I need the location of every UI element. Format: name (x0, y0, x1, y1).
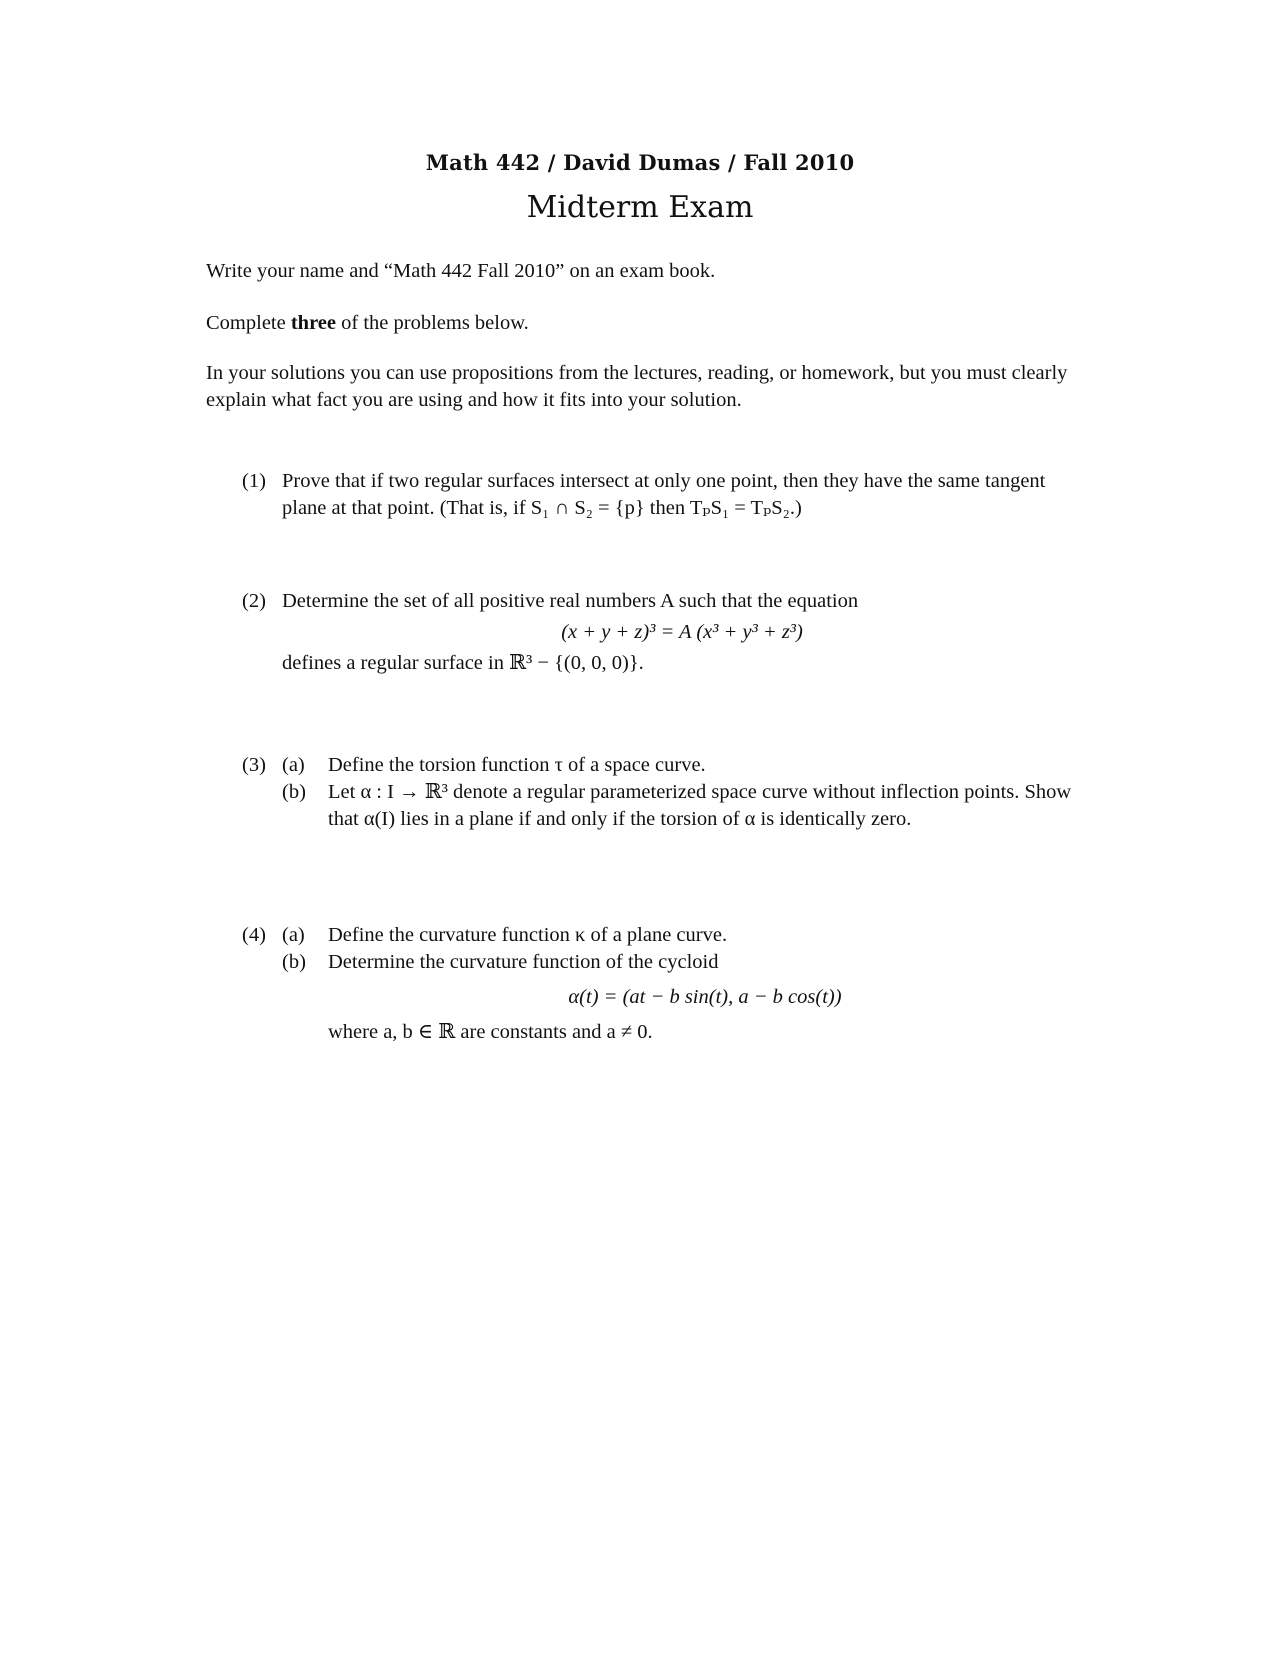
problem-4-part-a (282, 922, 1082, 949)
problem-2-number: (2) (242, 590, 266, 612)
problem-3-part-b (282, 779, 1082, 833)
problem-4-part-b (282, 949, 1082, 976)
problem-4-part-a-label: (a) (282, 924, 305, 946)
problem-3-part-a-text: Define the torsion function τ of a space curve. (328, 754, 706, 776)
problem-4-equation: α(t) = (at − b sin(t), a − b cos(t)) (568, 986, 842, 1008)
problem-4-part-b-text: Determine the curvature function of the cycloid (328, 951, 719, 973)
instruction-solutions: In your solutions you can use propositions from the lectures, reading, or homework, but you must clearly explain what fact you are using and how it fits into your solution. (206, 362, 1068, 411)
problem-1 (242, 468, 1082, 522)
instruction-complete-count: three (290, 312, 336, 334)
problem-2 (242, 588, 1082, 677)
instruction-complete (206, 310, 1076, 337)
problem-2-text: Determine the set of all positive real numbers A such that the equation (282, 590, 859, 612)
problem-1-text: Prove that if two regular surfaces intersect at only one point, then they have the same tangent plane at that point. (That is, if S₁ ∩ S₂ = {p} then TₚS₁ = TₚS₂.) (282, 470, 1046, 519)
problem-2-after: defines a regular surface in ℝ³ − {(0, 0, 0)}. (282, 652, 644, 674)
problem-3-part-a-label: (a) (282, 754, 305, 776)
problem-4-number: (4) (242, 924, 266, 946)
problem-3-part-b-text: Let α : I → ℝ³ denote a regular parameterized space curve without inflection points. Show that α(I) lies in a plane if and only if the torsion of α is identically zero. (328, 781, 1072, 830)
problem-4-part-a-text: Define the curvature function κ of a plane curve. (328, 924, 728, 946)
instruction-name: Write your name and “Math 442 Fall 2010” on an exam book. (206, 260, 716, 282)
problem-3-number: (3) (242, 754, 266, 776)
problem-4-part-b-label: (b) (282, 951, 306, 973)
problem-1-number: (1) (242, 470, 266, 492)
problem-3 (242, 752, 1082, 833)
problem-4 (242, 922, 1082, 1046)
page-title: Midterm Exam (526, 190, 754, 225)
course-header: Math 442 / David Dumas / Fall 2010 (425, 150, 855, 175)
problem-3-part-a (282, 752, 1082, 779)
instruction-complete-post: of the problems below. (336, 312, 529, 334)
problem-2-equation: (x + y + z)³ = A (x³ + y³ + z³) (561, 621, 803, 643)
problem-3-part-b-label: (b) (282, 781, 306, 803)
instruction-complete-pre: Complete (206, 312, 291, 334)
problem-4-after: where a, b ∈ ℝ are constants and a ≠ 0. (328, 1021, 653, 1043)
